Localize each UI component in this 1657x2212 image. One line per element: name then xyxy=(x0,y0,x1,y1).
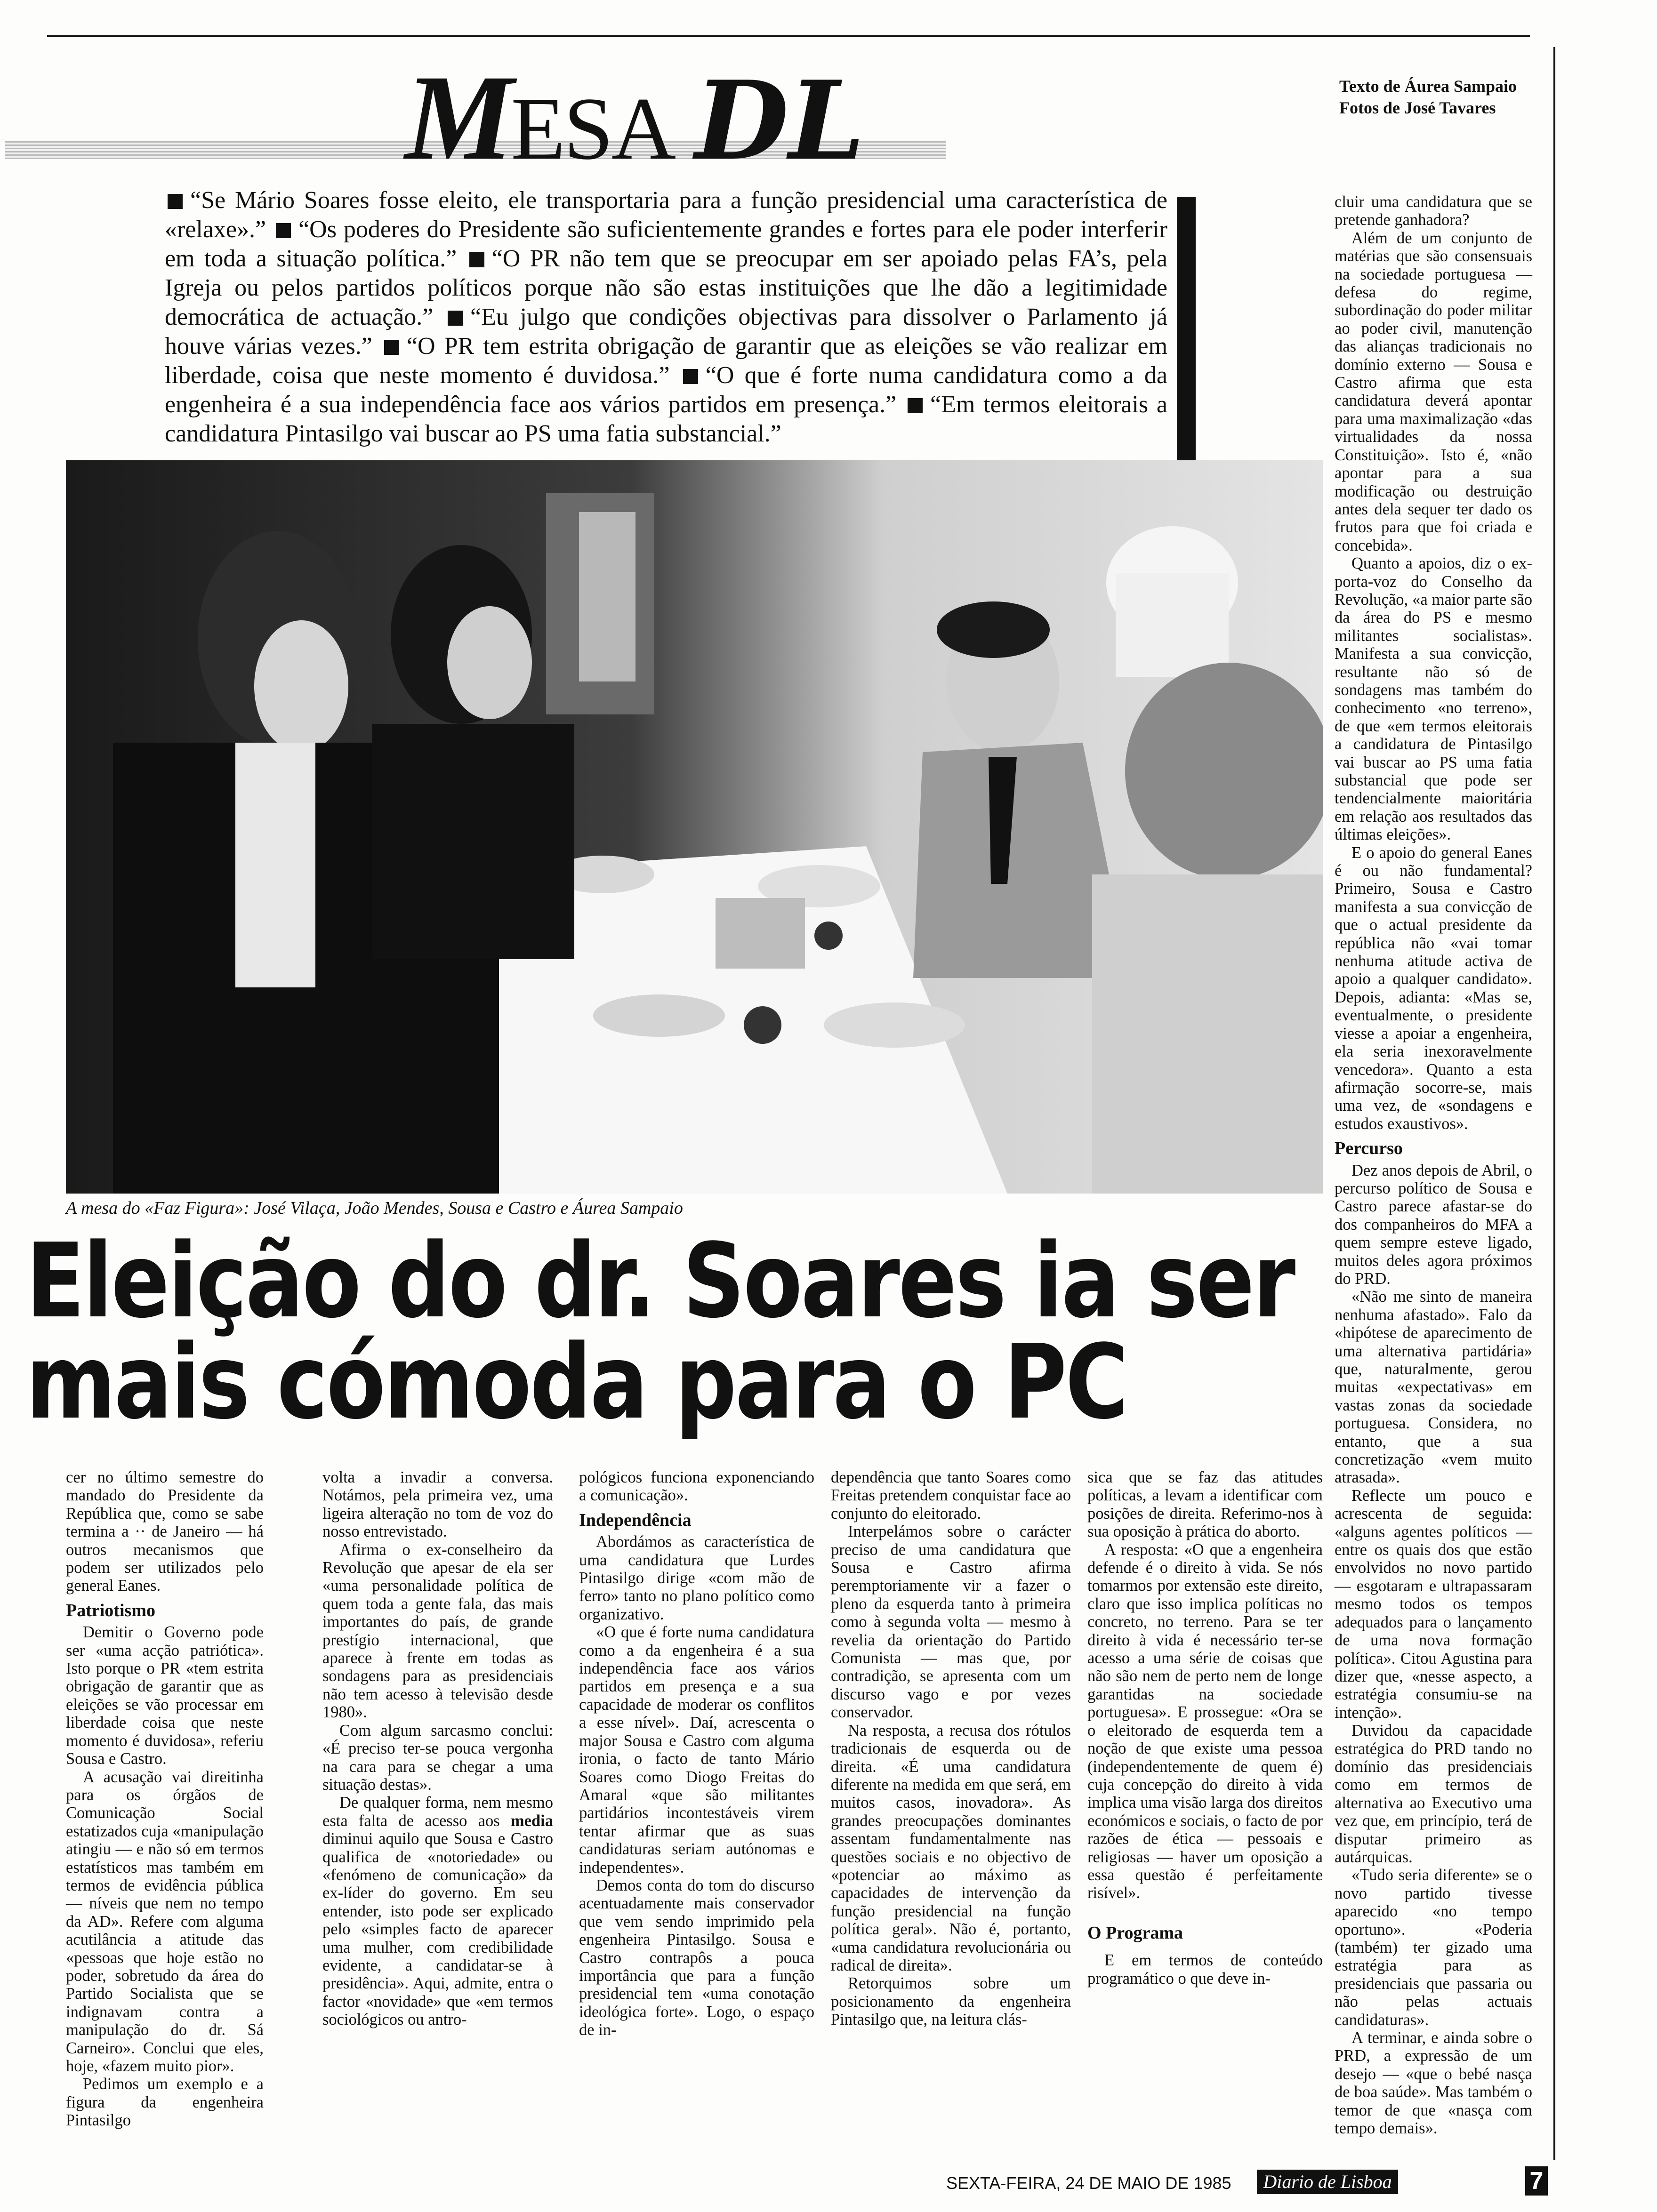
paragraph: Retorquimos sobre um posicionamento da engenheira Pintasilgo que, na leitura clás- xyxy=(831,1974,1071,2029)
paragraph: Com algum sarcasmo conclui: «É preciso ter-se pouca vergonha na cara para se chegar a uma situação destas». xyxy=(322,1721,553,1794)
paragraph: Demitir o Governo pode ser «uma acção patriótica». Isto porque o PR «tem estrita obrigação de garantir que as eleições se vão processar em liberdade coisa que neste momento é duvidosa», referiu Sousa e Castro. xyxy=(66,1623,264,1768)
paragraph: Demos conta do tom do discurso acentuadamente mais conservador que vem sendo imprimido pela engenheira Pintasilgo. Sousa e Castro contrapôs a pouca importância que para a função presidencial tem «uma conotação ideológica forte». Logo, o espaço de in- xyxy=(579,1876,814,2039)
body-column-3 xyxy=(579,1468,814,2039)
photo-caption: A mesa do «Faz Figura»: José Vilaça, João Mendes, Sousa e Castro e Áurea Sampaio xyxy=(66,1198,683,1218)
byline-photos: Fotos de José Tavares xyxy=(1339,98,1496,117)
lead-quote: “Os poderes do Presidente são suficientemente grandes e fortes para ele poder interferir em toda a situação política.” xyxy=(165,216,1167,272)
masthead-esa: ESA xyxy=(511,80,675,178)
masthead-m: M xyxy=(405,50,511,185)
text-run: De qualquer forma, nem mesmo esta falta de acesso aos xyxy=(322,1794,553,1830)
photo-illustration xyxy=(66,460,1323,1194)
headline-line1: Eleição do dr. Soares ia ser xyxy=(26,1222,1294,1341)
paragraph: Reflecte um pouco e acrescenta de seguida: «alguns agentes políticos — entre os quais dos que estão envolvidos no novo partido — esgotaram e ultrapassaram mesmo todos os tempos adequados para o lançamento de uma nova formação política». Citou Agustina para dizer que, «nesse aspecto, a estratégia consumiu-se na intenção». xyxy=(1335,1486,1532,1722)
bullet-square-icon xyxy=(469,252,484,267)
top-rule xyxy=(47,35,1530,37)
subheading-percurso: Percurso xyxy=(1335,1138,1403,1159)
dinner-photo xyxy=(66,460,1323,1194)
paragraph: E o apoio do general Eanes é ou não fundamental? Primeiro, Sousa e Castro manifesta a sua convicção de que o actual presidente da república não «vai tomar nenhuma atitude activa de apoio a qualquer candidato». Depois, adianta: «Mas se, eventualmente, o presidente viesse a apoiar a engenheira, ela seria inexoravelmente vencedora». Quanto a esta afirmação socorre-se, mais uma vez, de «sondagens e estudos exaustivos». xyxy=(1335,843,1532,1133)
paragraph: Abordámos as característica de uma candidatura que Lurdes Pintasilgo dirige «com mão de ferro» tanto no plano político como organizativo. xyxy=(579,1533,814,1623)
paragraph: dependência que tanto Soares como Freitas pretendem conquistar face ao conjunto do eleitorado. xyxy=(831,1468,1071,1523)
paragraph: Pedimos um exemplo e a figura da engenheira Pintasilgo xyxy=(66,2075,264,2130)
paragraph: sica que se faz das atitudes políticas, a levam a identificar com posições de direita. Referimo-nos à sua oposição à prática do aborto. xyxy=(1087,1468,1323,1541)
lead-quote: “O que é forte numa candidatura como a da engenheira é a sua independência face aos vários partidos em presença.” xyxy=(165,362,1167,418)
body-column-1 xyxy=(66,1468,264,2130)
headline-line2: mais cómoda para o PC xyxy=(26,1323,1127,1442)
lead-quote: “Se Mário Soares fosse eleito, ele transportaria para a função presidencial uma característica de «relaxe».” xyxy=(165,187,1167,243)
paragraph: «Não me sinto de maneira nenhuma afastado». Falo da «hipótese de aparecimento de uma alternativa partidária» que, naturalmente, gerou muitas «expectativas» em vastas zonas da sociedade portuguesa. Considera, no entanto, que a sua concretização «vem muito atrasada». xyxy=(1335,1288,1532,1487)
paragraph: cluir uma candidatura que se pretende ganhadora? xyxy=(1335,193,1532,229)
subheading-patriotismo: Patriotismo xyxy=(66,1600,155,1620)
lead-quote: “Em termos eleitorais a candidatura Pintasilgo vai buscar ao PS uma fatia substancial.” xyxy=(165,391,1168,447)
bullet-square-icon xyxy=(683,369,698,384)
page-number: 7 xyxy=(1525,2166,1548,2196)
bullet-square-icon xyxy=(908,398,923,413)
masthead-dl: DL xyxy=(695,57,865,184)
paragraph: E em termos de conteúdo programático o que deve in- xyxy=(1087,1951,1323,1988)
paragraph: Duvidou da capacidade estratégica do PRD tando no domínio das presidenciais como em termos de alternativa ao Executivo uma vez que, em princípio, terá de disputar primeiro as autárquicas. xyxy=(1335,1722,1532,1866)
lead-quotes xyxy=(165,186,1167,449)
newspaper-logo: Diario de Lisboa xyxy=(1257,2170,1398,2194)
right-column xyxy=(1335,193,1532,2137)
subheading-independencia: Independência xyxy=(579,1510,692,1530)
byline-text: Texto de Áurea Sampaio xyxy=(1339,77,1517,96)
bullet-square-icon xyxy=(384,340,399,355)
paragraph: Interpelámos sobre o carácter preciso de uma candidatura que Sousa e Castro afirma peremptoriamente vir a fazer o pleno da esquerda tanto à primeira como à segunda volta — mesmo à revelia da orientação do Partido Comunista — mas que, por contradição, se apresenta com um discurso vago e por vezes conservador. xyxy=(831,1523,1071,1722)
paragraph: A resposta: «O que a engenheira defende é o direito à vida. Se nós tomarmos por extensão este direito, claro que isso implica políticas no concreto, no terreno. Para se ter direito à vida é necessário ter-se acesso a uma série de coisas que não são nem de perto nem de longe garantidas na sociedade portuguesa». E prossegue: «Ora se o eleitorado de esquerda tem a noção de que existe uma pessoa (independentemente de quem é) cuja concepção do direito à vida implica uma visão larga dos direitos económicos e sociais, o facto de por razões de ética — pessoais e religiosas — haver um oposição a essa questão é perfeitamente risível». xyxy=(1087,1540,1323,1902)
paragraph: «Tudo seria diferente» se o novo partido tivesse aparecido «no tempo oportuno». «Poderia (também) ter gizado uma estratégia para as presidenciais que passaria ou não pelas actuais candidaturas». xyxy=(1335,1866,1532,2029)
paragraph: Além de um conjunto de matérias que são consensuais na sociedade portuguesa — defesa do regime, subordinação do poder militar ao poder civil, manutenção das alianças tradicionais no domínio externo — Sousa e Castro afirma que esta candidatura deverá apontar para uma maximalização «das virtualidades da nossa Constituição». Isto é, «não apontar para a sua modificação ou destruição antes dela sequer ter dado os frutos para que foi criada e concebida». xyxy=(1335,229,1532,554)
paragraph: Afirma o ex-conselheiro da Revolução que apesar de ela ser «uma personalidade política de quem toda a gente fala, das mais importantes do país, de grande prestígio internacional, que aparece à frente em todas as sondagens para as presidenciais não tem acesso à televisão desde 1980». xyxy=(322,1540,553,1722)
lead-quote: “O PR não tem que se preocupar em ser apoiado pelas FA’s, pela Igreja ou pelos partidos políticos porque não são estas instituições que lhe dão a legitimidade democrática de actuação.” xyxy=(165,245,1167,330)
paragraph: Na resposta, a recusa dos rótulos tradicionais de esquerda ou de direita. «É uma candidatura diferente na medida em que será, em muitos casos, inovadora». As grandes preocupações dominantes assentam fundamentalmente nas questões sociais e no objectivo de «potenciar ao máximo as capacidades de intervenção da função presidencial na função política geral». Não é, portanto, «uma candidatura revolucionária ou radical de direita». xyxy=(831,1721,1071,1974)
bullet-square-icon xyxy=(276,223,291,238)
byline xyxy=(1339,75,1517,119)
article-headline xyxy=(26,1222,1294,1442)
section-masthead xyxy=(405,50,865,185)
emphasis-media: media xyxy=(510,1811,553,1830)
paragraph xyxy=(322,1794,553,2028)
footer-date: SEXTA-FEIRA, 24 DE MAIO DE 1985 xyxy=(946,2173,1231,2193)
subheading-programa: O Programa xyxy=(1087,1923,1183,1943)
text-run: diminui aquilo que Sousa e Castro qualifica de «notoriedade» ou «fenómeno de comunicação» da ex-líder do governo. Em seu entender, isto pode ser explicado pelo «simples facto de aparecer uma mulher, com credibilidade evidente, a candidatar-se à presidência». Aqui, admite, entra o factor «novidade» que «em termos sociológicos ou antro- xyxy=(322,1830,553,2029)
body-column-4 xyxy=(831,1468,1071,2029)
paragraph: cer no último semestre do mandado do Presidente da República que, como se sabe termina a ·· de Janeiro — há outros mecanismos que podem ser utilizados pelo general Eanes. xyxy=(66,1468,264,1595)
paragraph: Dez anos depois de Abril, o percurso político de Sousa e Castro parece afastar-se do dos companheiros do MFA a quem sempre esteve ligado, muitos deles agora próximos do PRD. xyxy=(1335,1161,1532,1288)
body-column-2 xyxy=(322,1468,553,2029)
lead-quote: “O PR tem estrita obrigação de garantir que as eleições se vão realizar em liberdade, coisa que neste momento é duvidosa.” xyxy=(165,333,1168,389)
lead-quote: “Eu julgo que condições objectivas para dissolver o Parlamento já houve várias vezes.” xyxy=(165,304,1168,360)
paragraph: volta a invadir a conversa. Notámos, pela primeira vez, uma ligeira alteração no tom de voz do nosso entrevistado. xyxy=(322,1468,553,1541)
right-rule xyxy=(1553,47,1555,2160)
paragraph: A acusação vai direitinha para os órgãos de Comunicação Social estatizados cuja «manipulação atingiu — e não só em termos estatísticos mas também em termos de evidência pública — níveis que nem no tempo da AD». Refere com alguma acutilância a atitude das «pessoas que hoje estão no poder, sobretudo da área do Partido Socialista que se indignavam contra a manipulação do dr. Sá Carneiro». Conclui que eles, hoje, «fazem muito pior». xyxy=(66,1768,264,2075)
bullet-square-icon xyxy=(448,311,463,326)
bullet-square-icon xyxy=(168,194,183,209)
paragraph: pológicos funciona exponenciando a comunicação». xyxy=(579,1468,814,1505)
body-column-5 xyxy=(1087,1468,1323,1988)
vertical-black-bar xyxy=(1177,197,1196,460)
paragraph: «O que é forte numa candidatura como a da engenheira é a sua independência face aos vários partidos em presença e a sua capacidade de moderar os conflitos a esse nível». Daí, acrescenta o major Sousa e Castro com alguma ironia, o facto de tanto Mário Soares como Diogo Freitas do Amaral «que são militantes partidários incontestáveis virem tentar afirmar que as suas candidaturas seriam autónomas e independentes». xyxy=(579,1623,814,1876)
paragraph: A terminar, e ainda sobre o PRD, a expressão de um desejo — «que o bebé nasça de boa saúde». Mas também o temor de que «nasça com tempo demais». xyxy=(1335,2029,1532,2138)
paragraph: Quanto a apoios, diz o ex-porta-voz do Conselho da Revolução, «a maior parte são da área do PS e mesmo militantes socialistas». Manifesta a sua convicção, resultante não só de sondagens mas também do conhecimento «no terreno», de que «em termos eleitorais a candidatura de Pintasilgo vai buscar ao PS uma fatia substancial que pode ser tendencialmente maioritária em relação aos resultados das últimas eleições». xyxy=(1335,554,1532,844)
